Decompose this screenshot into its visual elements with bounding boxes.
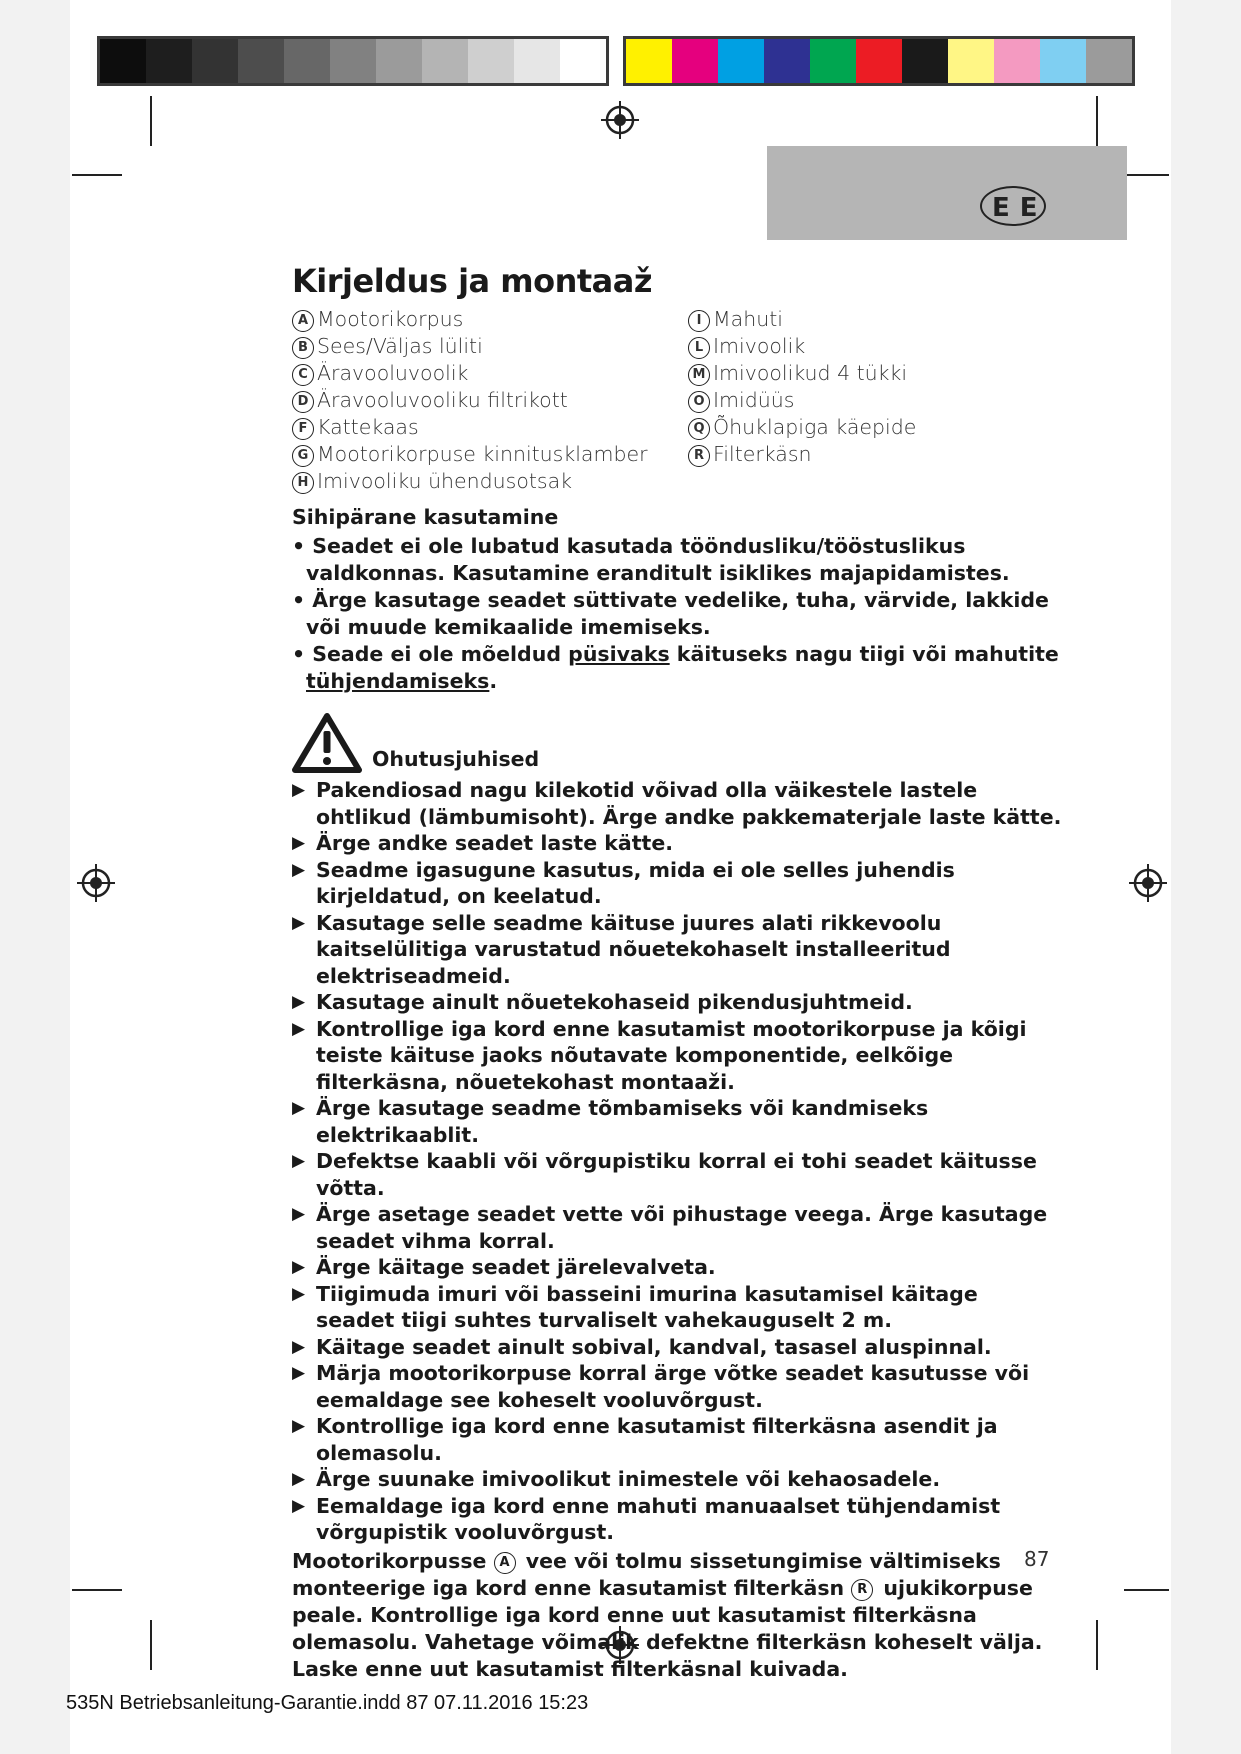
color-swatch <box>422 39 468 83</box>
arrow-bullet-icon: ▶ <box>292 1098 306 1118</box>
arrow-bullet-icon: ▶ <box>292 780 306 800</box>
color-swatch <box>146 39 192 83</box>
registration-mark-icon <box>77 864 115 902</box>
crop-mark <box>1124 1589 1169 1591</box>
page-content <box>292 262 1062 1683</box>
safety-item: ▶ Seadme igasugune kasutus, mida ei ole selles juhendis kirjeldatud, on keelatud. <box>292 857 955 908</box>
part-item <box>688 387 1068 414</box>
color-swatch <box>672 39 718 83</box>
letter-circle-icon: B <box>292 337 314 359</box>
letter-circle-icon: I <box>688 310 710 332</box>
letter-circle-icon: H <box>292 472 314 494</box>
letter-circle-icon: A <box>494 1552 516 1574</box>
crop-mark <box>72 1589 122 1591</box>
part-item <box>292 468 688 495</box>
arrow-bullet-icon: ▶ <box>292 912 306 933</box>
color-swatch <box>468 39 514 83</box>
color-swatch <box>1040 39 1086 83</box>
letter-circle-icon: G <box>292 445 314 467</box>
arrow-bullet-icon: ▶ <box>292 1283 306 1304</box>
color-swatch <box>810 39 856 83</box>
safety-item: ▶ Ärge andke seadet laste kätte. <box>292 831 674 855</box>
safety-item: ▶ Pakendiosad nagu kilekotid võivad olla väikestele lastele ohtlikud (lämbumisoht). Ärge andke pakkematerjale laste kätte. <box>292 778 1062 829</box>
arrow-bullet-icon: ▶ <box>292 992 306 1012</box>
process-color-swatches <box>623 36 1135 86</box>
arrow-bullet-icon: ▶ <box>292 1416 306 1436</box>
safety-list <box>292 777 1062 1546</box>
parts-column-left <box>292 306 688 495</box>
page-title: Kirjeldus ja montaaž <box>292 262 652 300</box>
part-label: Mootorikorpus <box>317 307 464 331</box>
letter-circle-icon: D <box>292 391 314 413</box>
right-margin <box>1171 0 1241 1754</box>
crop-mark <box>1096 96 1098 146</box>
part-item <box>292 414 688 441</box>
crop-mark <box>72 174 122 176</box>
letter-circle-icon: F <box>292 418 314 440</box>
letter-circle-icon: O <box>688 391 710 413</box>
warning-triangle-icon <box>292 713 362 773</box>
intended-use-item: • Ärge kasutage seadet süttivate vedelike, tuha, värvide, lakkide või muude kemikaalide imemiseks. <box>292 588 1049 639</box>
arrow-bullet-icon: ▶ <box>292 859 306 880</box>
crop-mark <box>150 1620 152 1670</box>
crop-mark <box>1096 1620 1098 1670</box>
color-swatch <box>902 39 948 83</box>
letter-circle-icon: L <box>688 337 710 359</box>
language-tab <box>767 146 1127 240</box>
color-swatch <box>376 39 422 83</box>
color-swatch <box>100 39 146 83</box>
safety-item: ▶ Ärge kasutage seadme tõmbamiseks või kandmiseks elektrikaablit. <box>292 1096 929 1147</box>
part-label: Sees/Väljas lüliti <box>317 334 483 358</box>
part-item <box>292 306 688 333</box>
part-item <box>688 441 1068 468</box>
arrow-bullet-icon: ▶ <box>292 1469 306 1489</box>
safety-item: ▶ Kontrollige iga kord enne kasutamist mootorikorpuse ja kõigi teiste käituse jaoks nõutavate komponentide, eelkõige filterkäsna, nõuetekohast montaaži. <box>292 1016 1027 1094</box>
part-label: Äravooluvoolik <box>317 361 469 385</box>
part-label: Kattekaas <box>317 415 419 439</box>
color-swatch <box>330 39 376 83</box>
safety-item: ▶ Märja mootorikorpuse korral ärge võtke seadet kasutusse või eemaldage see koheselt vooluvõrgust. <box>292 1361 1030 1412</box>
safety-heading-row <box>292 713 1062 773</box>
part-label: Mahuti <box>713 307 783 331</box>
parts-column-right <box>688 306 1068 495</box>
letter-circle-icon: M <box>688 364 710 386</box>
part-item <box>688 333 1068 360</box>
color-swatch <box>994 39 1040 83</box>
part-item <box>688 360 1068 387</box>
crop-mark <box>1124 174 1169 176</box>
arrow-bullet-icon: ▶ <box>292 1336 306 1357</box>
part-item <box>292 333 688 360</box>
color-calibration-bar <box>97 36 1135 86</box>
safety-item: ▶ Tiigimuda imuri või basseini imurina kasutamisel käitage seadet tiigi suhtes turvaliselt vahekauguselt 2 m. <box>292 1281 978 1332</box>
part-item <box>292 360 688 387</box>
parts-list <box>292 306 1062 495</box>
safety-item: ▶ Käitage seadet ainult sobival, kandval, tasasel aluspinnal. <box>292 1334 992 1359</box>
part-item <box>292 387 688 414</box>
arrow-bullet-icon: ▶ <box>292 1363 306 1383</box>
intended-use-item: • Seade ei ole mõeldud püsivaks käituseks nagu tiigi või mahutite tühjendamiseks. <box>292 642 1059 693</box>
intended-use-list <box>292 533 1062 695</box>
part-label: Imivoolikud 4 tükki <box>713 361 908 385</box>
left-margin <box>0 0 70 1754</box>
arrow-bullet-icon: ▶ <box>292 833 306 853</box>
color-swatch <box>560 39 606 83</box>
arrow-bullet-icon: ▶ <box>292 1257 306 1277</box>
crop-mark <box>150 96 152 146</box>
color-swatch <box>238 39 284 83</box>
arrow-bullet-icon: ▶ <box>292 1018 306 1039</box>
arrow-bullet-icon: ▶ <box>292 1495 306 1516</box>
part-label: Äravooluvooliku filtrikott <box>317 388 568 412</box>
part-label: Õhuklapiga käepide <box>713 415 917 439</box>
color-swatch <box>718 39 764 83</box>
registration-mark-icon <box>601 101 639 139</box>
print-footer: 535N Betriebsanleitung-Garantie.indd 87 07.11.2016 15:23 <box>66 1692 589 1714</box>
color-swatch <box>284 39 330 83</box>
final-paragraph: Mootorikorpusse A vee või tolmu sissetungimise vältimiseks monteerige iga kord enne kasutamist filterkäsn R ujukikorpuse peale. Kontrollige iga kord enne uut kasutamist filterkäsna olemasolu. Vahetage võimalik defektne filterkäsn koheselt välja. Laske enne uut kasutamist filterkäsnal kuivada. <box>292 1548 1043 1681</box>
part-item <box>292 441 688 468</box>
letter-circle-icon: A <box>292 310 314 332</box>
letter-circle-icon: C <box>292 364 314 386</box>
color-swatch <box>764 39 810 83</box>
part-item <box>688 306 1068 333</box>
greyscale-swatches <box>97 36 609 86</box>
registration-mark-icon <box>1129 864 1167 902</box>
intended-use-heading: Sihipärane kasutamine <box>292 505 559 529</box>
part-label: Imivoolik <box>713 334 806 358</box>
safety-item: ▶ Eemaldage iga kord enne mahuti manuaalset tühjendamist võrgupistik vooluvõrgust. <box>292 1493 1001 1544</box>
safety-item: ▶ Kasutage selle seadme käituse juures alati rikkevoolu kaitselülitiga varustatud nõuetekohaselt installeeritud elektriseadmeid. <box>292 910 951 988</box>
part-item <box>688 414 1068 441</box>
safety-item: ▶ Ärge käitage seadet järelevalveta. <box>292 1255 716 1279</box>
safety-item: ▶ Ärge suunake imivoolikut inimestele või kehaosadele. <box>292 1467 941 1491</box>
safety-item: ▶ Kontrollige iga kord enne kasutamist filterkäsna asendit ja olemasolu. <box>292 1414 998 1465</box>
page-number: 87 <box>1024 1547 1050 1571</box>
safety-item: ▶ Kasutage ainult nõuetekohaseid pikendusjuhtmeid. <box>292 990 913 1014</box>
letter-circle-icon: R <box>851 1579 873 1601</box>
safety-heading: Ohutusjuhised <box>372 747 540 771</box>
color-swatch <box>514 39 560 83</box>
part-label: Imivooliku ühendusotsak <box>317 469 573 493</box>
letter-circle-icon: R <box>688 445 710 467</box>
color-swatch <box>856 39 902 83</box>
letter-circle-icon: Q <box>688 418 710 440</box>
part-label: Filterkäsn <box>713 442 812 466</box>
part-label: Mootorikorpuse kinnitusklamber <box>317 442 648 466</box>
part-label: Imidüüs <box>713 388 795 412</box>
safety-item: ▶ Defektse kaabli või võrgupistiku korral ei tohi seadet käitusse võtta. <box>292 1149 1037 1200</box>
intended-use-item: • Seadet ei ole lubatud kasutada tööndusliku/tööstuslikus valdkonnas. Kasutamine eranditult isiklikes majapidamistes. <box>292 534 1010 585</box>
color-swatch <box>192 39 238 83</box>
safety-item: ▶ Ärge asetage seadet vette või pihustage veega. Ärge kasutage seadet vihma korral. <box>292 1202 1048 1253</box>
language-code: EE <box>980 186 1046 226</box>
color-swatch <box>1086 39 1132 83</box>
arrow-bullet-icon: ▶ <box>292 1204 306 1224</box>
color-swatch <box>948 39 994 83</box>
color-swatch <box>626 39 672 83</box>
arrow-bullet-icon: ▶ <box>292 1151 306 1171</box>
